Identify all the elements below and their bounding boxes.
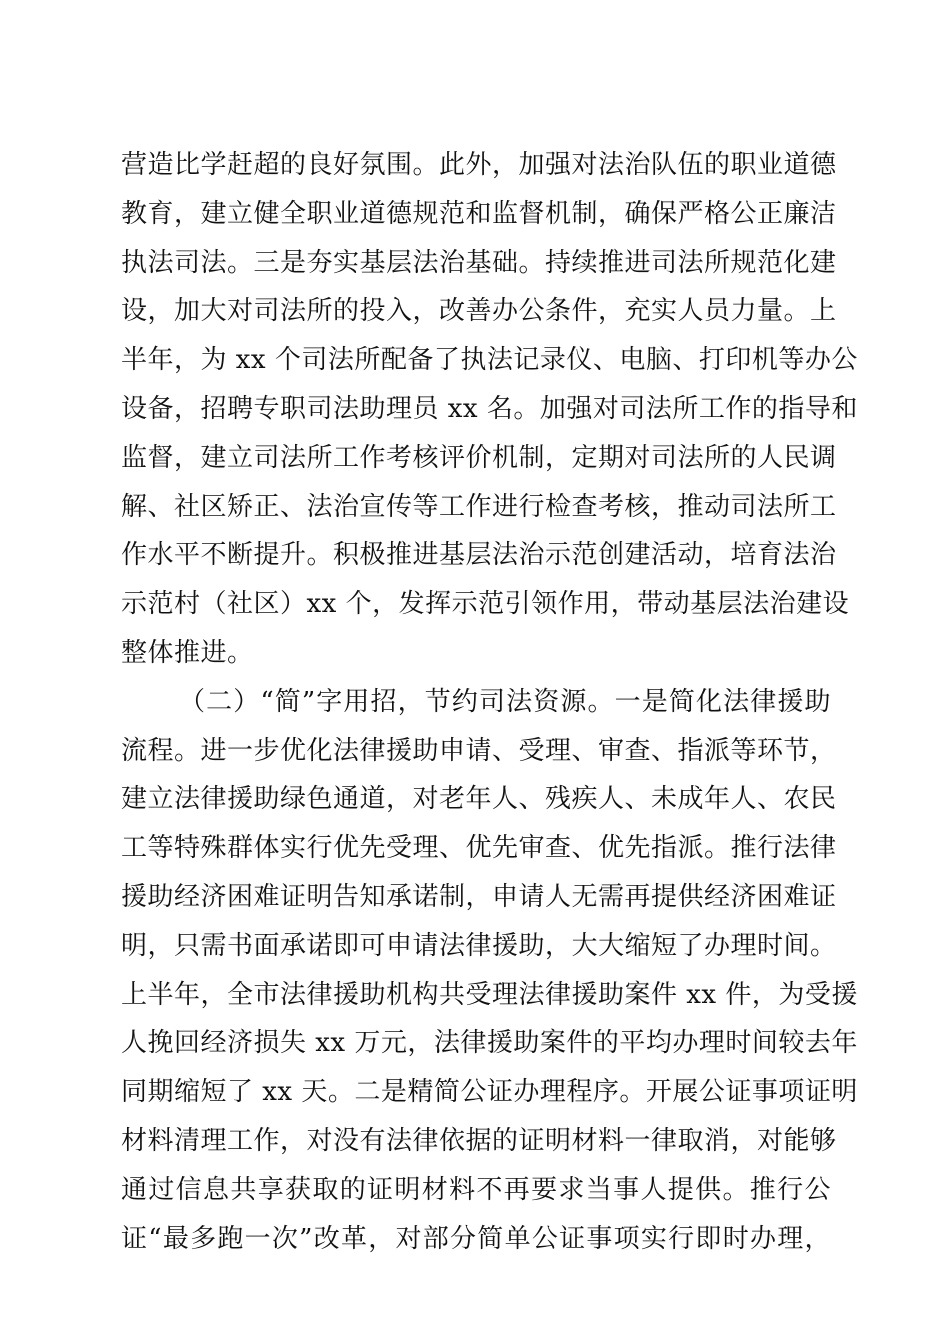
text-line: 设，加大对司法所的投入，改善办公条件，充实人员力量。上 [121,296,837,327]
text-line: 营造比学赶超的良好氛围。此外，加强对法治队伍的职业道德 [121,150,837,180]
text-line: 半年，为 xx 个司法所配备了执法记录仪、电脑、打印机等办公 [121,345,858,376]
text-line: 明，只需书面承诺即可申请法律援助，大大缩短了办理时间。 [121,930,837,961]
text-line: 执法司法。三是夯实基层法治基础。持续推进司法所规范化建 [121,247,837,278]
text-line: 援助经济困难证明告知承诺制，申请人无需再提供经济困难证 [121,881,837,912]
text-line: 证“最多跑一次”改革，对部分简单公证事项实行即时办理， [121,1223,831,1254]
text-line: 建立法律援助绿色通道，对老年人、残疾人、未成年人、农民 [121,784,837,815]
text-line: 示范村（社区）xx 个，发挥示范引领作用，带动基层法治建设 [121,589,850,620]
paragraph-end-line: 整体推进。 [121,637,254,668]
text-line: 工等特殊群体实行优先受理、优先审查、优先指派。推行法律 [121,833,837,864]
text-line: 监督，建立司法所工作考核评价机制，定期对司法所的人民调 [121,442,837,473]
text-line: 同期缩短了 xx 天。二是精简公证办理程序。开展公证事项证明 [121,1077,858,1108]
text-line: 通过信息共享获取的证明材料不再要求当事人提供。推行公 [121,1174,831,1205]
text-line: 作水平不断提升。积极推进基层法治示范创建活动，培育法治 [121,540,837,571]
text-line: 材料清理工作，对没有法律依据的证明材料一律取消，对能够 [121,1125,837,1156]
body-text [121,141,858,1263]
text-line: 流程。进一步优化法律援助申请、受理、审查、指派等环节， [121,735,837,766]
text-line: 解、社区矫正、法治宣传等工作进行检查考核，推动司法所工 [121,491,837,522]
text-line: 人挽回经济损失 xx 万元，法律援助案件的平均办理时间较去年 [121,1028,858,1059]
text-line: 上半年，全市法律援助机构共受理法律援助案件 xx 件，为受援 [121,979,858,1010]
section-heading-line: （二）“简”字用招，节约司法资源。一是简化法律援助 [179,686,831,717]
text-line: 设备，招聘专职司法助理员 xx 名。加强对司法所工作的指导和 [121,393,858,424]
text-line: 教育，建立健全职业道德规范和监督机制，确保严格公正廉洁 [121,198,837,229]
